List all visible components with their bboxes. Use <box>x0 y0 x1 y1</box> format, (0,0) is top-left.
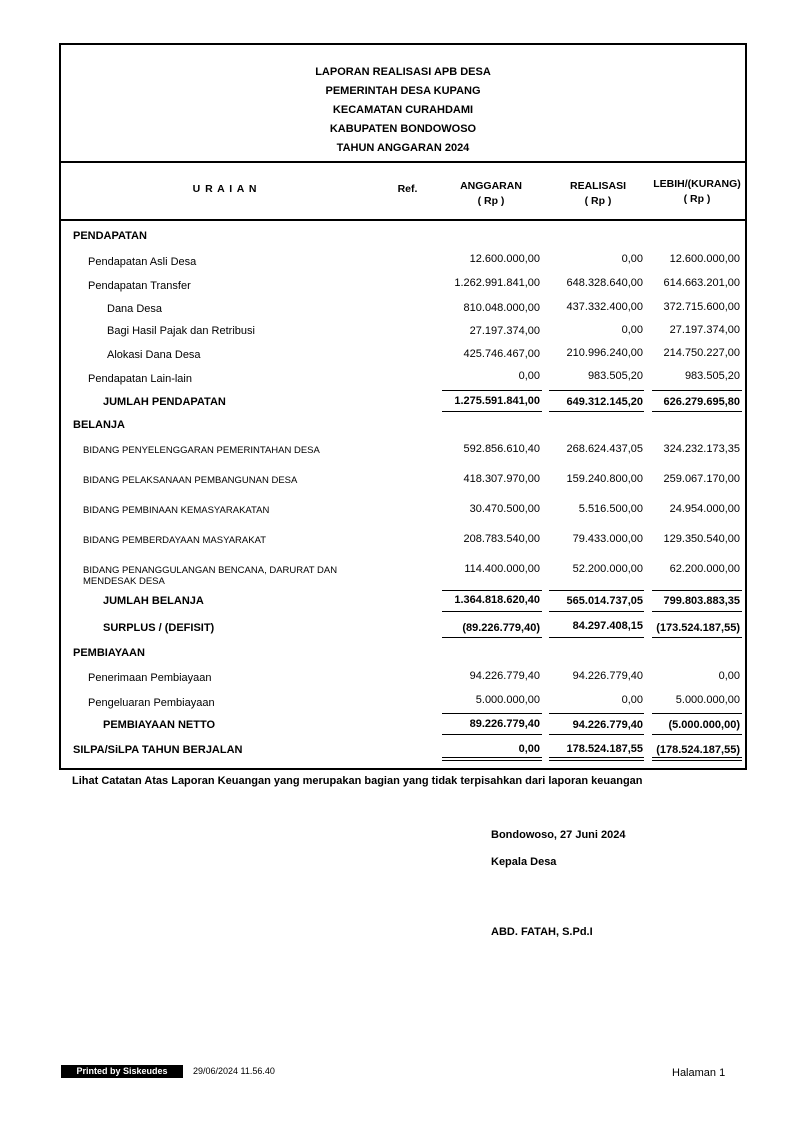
realisasi-value: 84.297.408,15 <box>572 620 643 632</box>
row-label: Pendapatan Lain-lain <box>88 373 192 385</box>
anggaran-value: 425.746.467,00 <box>463 348 540 360</box>
row-label: Pendapatan Transfer <box>88 280 191 292</box>
anggaran-value: 12.600.000,00 <box>469 253 540 265</box>
sum-rule <box>442 713 542 714</box>
anggaran-value: 1.275.591.841,00 <box>454 395 540 407</box>
sum-rule <box>549 713 644 714</box>
double-underline <box>442 757 542 761</box>
anggaran-value: 0,00 <box>518 370 540 382</box>
title-line-district: KECAMATAN CURAHDAMI <box>332 104 474 116</box>
realisasi-value: 94.226.779,40 <box>572 719 643 731</box>
realisasi-unit: ( Rp ) <box>584 195 612 207</box>
anggaran-value: 27.197.374,00 <box>469 325 540 337</box>
title-line-report: LAPORAN REALISASI APB DESA <box>315 66 491 78</box>
anggaran-value: (89.226.779,40) <box>462 622 540 634</box>
column-header-lebih-kurang <box>650 177 744 207</box>
column-header-anggaran <box>441 179 541 209</box>
selisih-value: 12.600.000,00 <box>669 253 740 265</box>
realisasi-value: 79.433.000,00 <box>572 533 643 545</box>
sum-rule <box>652 390 742 391</box>
signature-place-date: Bondowoso, 27 Juni 2024 <box>491 829 626 841</box>
row-label: BIDANG PEMBERDAYAAN MASYARAKAT <box>83 535 267 546</box>
row-label: Alokasi Dana Desa <box>107 349 201 361</box>
selisih-value: 372.715.600,00 <box>663 301 740 313</box>
page-number: Halaman 1 <box>672 1067 726 1079</box>
total-underline <box>442 734 542 735</box>
selisih-value: 24.954.000,00 <box>669 503 740 515</box>
title-divider <box>59 161 747 163</box>
sum-rule <box>652 590 742 591</box>
row-label: JUMLAH BELANJA <box>103 595 204 607</box>
double-underline <box>652 757 742 761</box>
anggaran-value: 94.226.779,40 <box>469 670 540 682</box>
selisih-value: 214.750.227,00 <box>663 347 740 359</box>
selisih-value: (178.524.187,55) <box>656 744 740 756</box>
realisasi-value: 0,00 <box>621 324 643 336</box>
anggaran-value: 1.364.818.620,40 <box>454 594 540 606</box>
total-underline <box>652 734 742 735</box>
selisih-value: 799.803.883,35 <box>663 595 740 607</box>
double-underline <box>549 757 644 761</box>
selisih-value: 27.197.374,00 <box>669 324 740 336</box>
realisasi-value: 565.014.737,05 <box>566 595 643 607</box>
realisasi-value: 5.516.500,00 <box>578 503 643 515</box>
anggaran-value: 208.783.540,00 <box>463 533 540 545</box>
column-header-ref: Ref. <box>397 183 418 195</box>
row-label: SURPLUS / (DEFISIT) <box>103 622 215 634</box>
printed-timestamp: 29/06/2024 11.56.40 <box>193 1066 275 1076</box>
sum-rule <box>652 713 742 714</box>
realisasi-label: REALISASI <box>569 180 626 192</box>
realisasi-value: 983.505,20 <box>587 370 643 382</box>
column-header-uraian: U R A I A N <box>192 183 258 195</box>
selisih-value: (5.000.000,00) <box>668 719 740 731</box>
anggaran-value: 810.048.000,00 <box>463 302 540 314</box>
total-underline <box>652 611 742 612</box>
selisih-value: 259.067.170,00 <box>663 473 740 485</box>
lebih-kurang-unit: ( Rp ) <box>683 193 711 205</box>
realisasi-value: 159.240.800,00 <box>566 473 643 485</box>
lebih-kurang-label: LEBIH/(KURANG) <box>653 178 741 190</box>
total-underline <box>549 611 644 612</box>
realisasi-value: 52.200.000,00 <box>572 563 643 575</box>
selisih-value: 983.505,20 <box>684 370 740 382</box>
row-label: BIDANG PENYELENGGARAN PEMERINTAHAN DESA <box>83 445 320 456</box>
row-label: BIDANG PELAKSANAAN PEMBANGUNAN DESA <box>83 475 298 486</box>
selisih-value: 614.663.201,00 <box>663 277 740 289</box>
printed-by-badge: Printed by Siskeudes <box>61 1065 183 1078</box>
anggaran-unit: ( Rp ) <box>477 195 505 207</box>
signature-name: ABD. FATAH, S.Pd.I <box>491 926 593 938</box>
total-underline <box>652 411 742 412</box>
footnote-catatan: Lihat Catatan Atas Laporan Keuangan yang merupakan bagian yang tidak terpisahkan dari laporan keuangan <box>72 775 643 787</box>
realisasi-value: 0,00 <box>621 253 643 265</box>
row-label: Penerimaan Pembiayaan <box>88 672 212 684</box>
row-label: Bagi Hasil Pajak dan Retribusi <box>107 325 255 337</box>
total-underline <box>442 411 542 412</box>
selisih-value: 62.200.000,00 <box>669 563 740 575</box>
total-underline <box>442 637 542 638</box>
row-label: Pendapatan Asli Desa <box>88 256 197 268</box>
column-header-realisasi <box>548 179 648 209</box>
realisasi-value: 94.226.779,40 <box>572 670 643 682</box>
sum-rule <box>549 590 644 591</box>
realisasi-value: 268.624.437,05 <box>566 443 643 455</box>
row-label: JUMLAH PENDAPATAN <box>103 396 226 408</box>
anggaran-value: 5.000.000,00 <box>475 694 540 706</box>
sum-rule <box>442 390 542 391</box>
anggaran-value: 418.307.970,00 <box>463 473 540 485</box>
sum-rule <box>442 590 542 591</box>
selisih-value: 324.232.173,35 <box>663 443 740 455</box>
total-underline <box>549 637 644 638</box>
total-underline <box>549 734 644 735</box>
anggaran-value: 592.856.610,40 <box>463 443 540 455</box>
selisih-value: 129.350.540,00 <box>663 533 740 545</box>
total-underline <box>652 637 742 638</box>
row-label: SILPA/SiLPA TAHUN BERJALAN <box>73 744 243 756</box>
realisasi-value: 210.996.240,00 <box>566 347 643 359</box>
column-header-divider <box>59 219 747 221</box>
row-label: PEMBIAYAAN NETTO <box>103 719 216 731</box>
anggaran-value: 30.470.500,00 <box>469 503 540 515</box>
realisasi-value: 648.328.640,00 <box>566 277 643 289</box>
title-line-year: TAHUN ANGGARAN 2024 <box>336 142 470 154</box>
sum-rule <box>549 390 644 391</box>
anggaran-value: 1.262.991.841,00 <box>454 277 540 289</box>
selisih-value: 626.279.695,80 <box>663 396 740 408</box>
realisasi-value: 178.524.187,55 <box>566 743 643 755</box>
row-label: BIDANG PENANGGULANGAN BENCANA, DARURAT DAN MENDESAK DESA <box>83 565 338 587</box>
total-underline <box>442 611 542 612</box>
selisih-value: 5.000.000,00 <box>675 694 740 706</box>
selisih-value: (173.524.187,55) <box>656 622 740 634</box>
row-label: Pengeluaran Pembiayaan <box>88 697 215 709</box>
realisasi-value: 437.332.400,00 <box>566 301 643 313</box>
signature-position: Kepala Desa <box>491 856 557 868</box>
anggaran-value: 114.400.000,00 <box>464 563 540 575</box>
selisih-value: 0,00 <box>718 670 740 682</box>
realisasi-value: 649.312.145,20 <box>566 396 643 408</box>
title-line-regency: KABUPATEN BONDOWOSO <box>329 123 477 135</box>
realisasi-value: 0,00 <box>621 694 643 706</box>
title-line-village: PEMERINTAH DESA KUPANG <box>325 85 481 97</box>
anggaran-value: 0,00 <box>518 743 540 755</box>
total-underline <box>549 411 644 412</box>
section-heading-pendapatan: PENDAPATAN <box>73 230 147 242</box>
anggaran-value: 89.226.779,40 <box>469 718 540 730</box>
anggaran-label: ANGGARAN <box>460 180 522 192</box>
row-label: BIDANG PEMBINAAN KEMASYARAKATAN <box>83 505 270 516</box>
row-label: Dana Desa <box>107 303 163 315</box>
section-heading-belanja: BELANJA <box>73 419 125 431</box>
section-heading-pembiayaan: PEMBIAYAAN <box>73 647 145 659</box>
